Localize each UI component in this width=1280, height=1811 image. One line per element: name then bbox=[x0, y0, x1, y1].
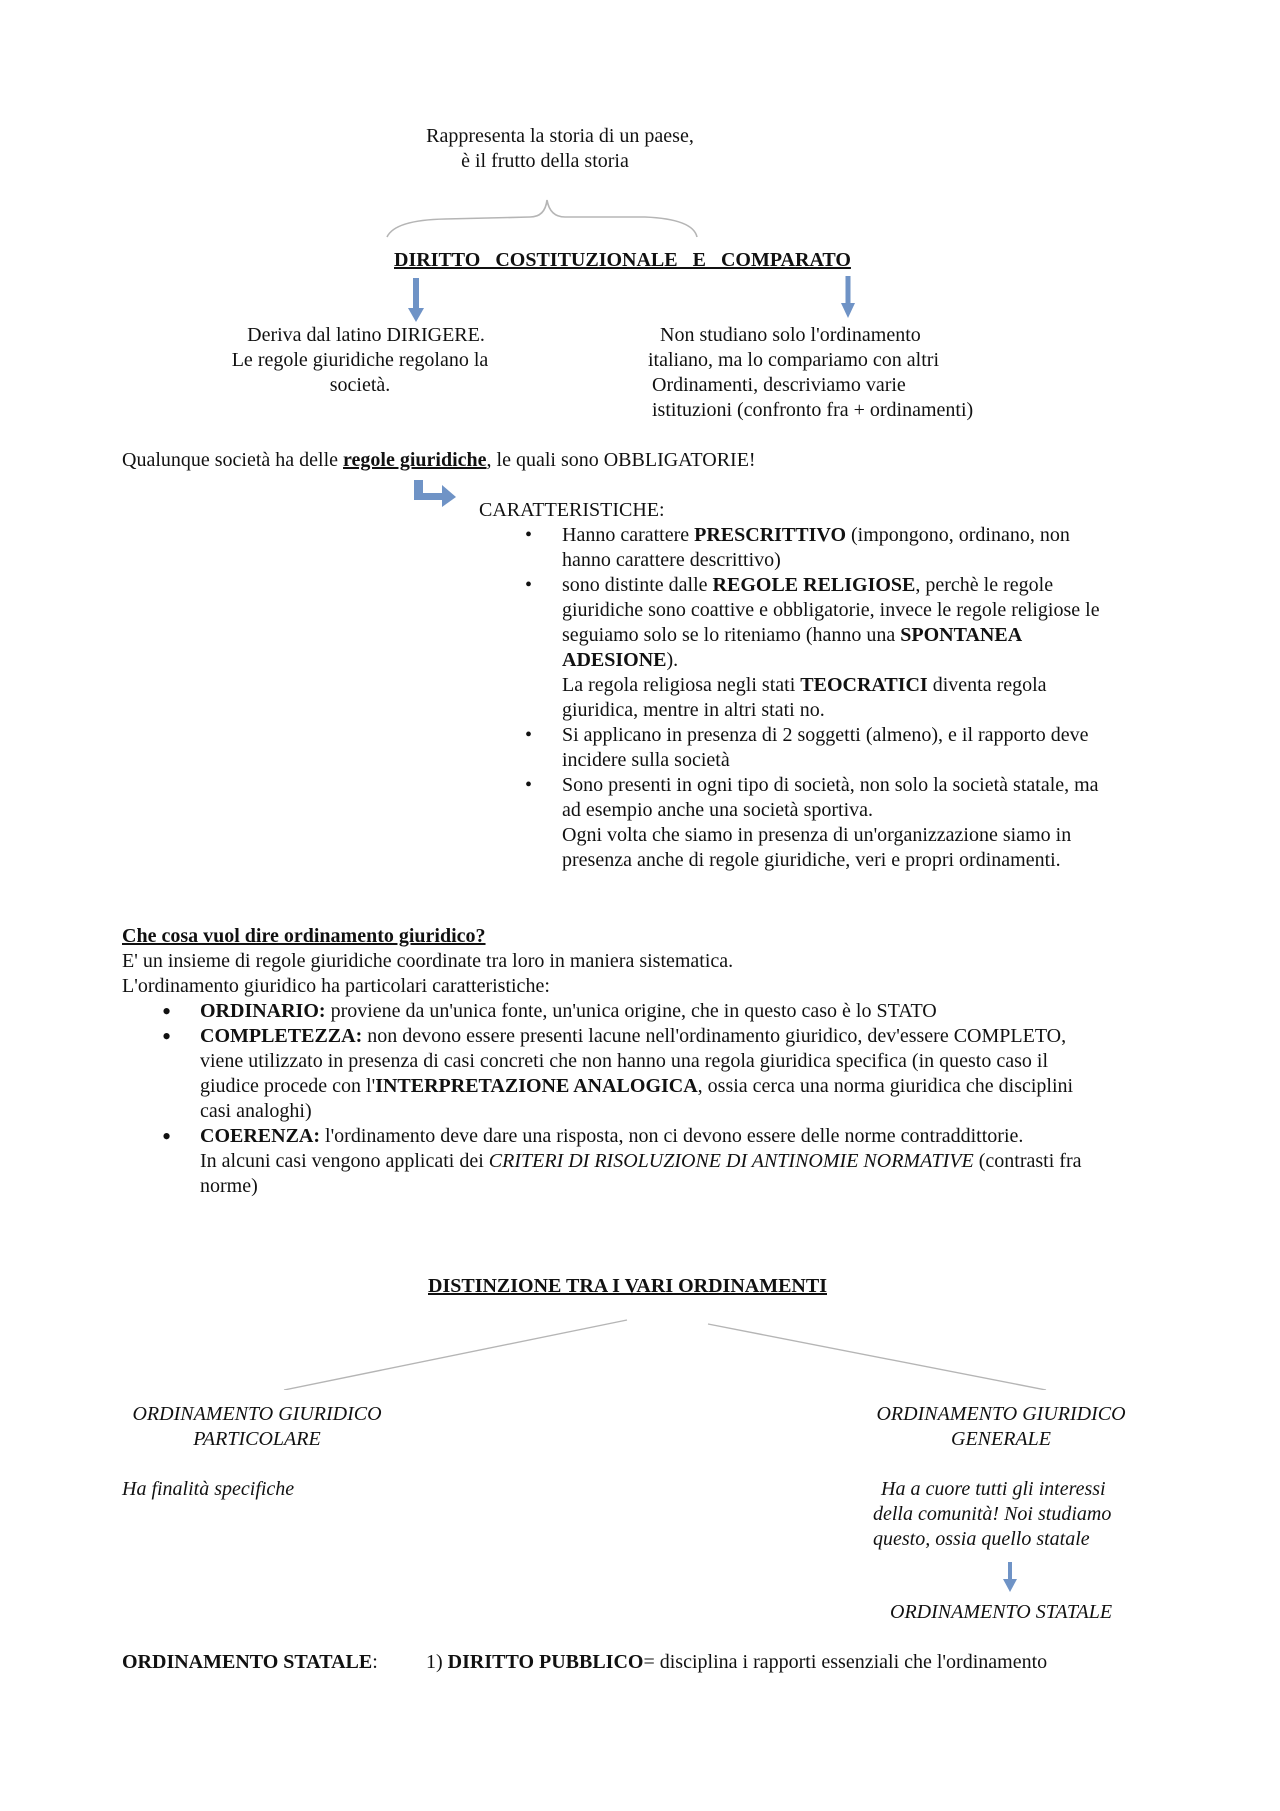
left-note-line3: società. bbox=[329, 374, 391, 396]
b2-line3-pre: seguiamo solo se lo riteniamo (hanno una bbox=[562, 624, 901, 646]
b2-bold: REGOLE RELIGIOSE bbox=[712, 574, 916, 596]
right-note-line3: Ordinamenti, descriviamo varie bbox=[652, 374, 906, 396]
caratteristiche-list bbox=[525, 523, 1100, 873]
bottom-num: 1) bbox=[426, 1651, 448, 1673]
i1-text: proviene da un'unica fonte, un'unica origine, che in questo caso è lo STATO bbox=[325, 1000, 937, 1022]
right-note-line1: Non studiano solo l'ordinamento bbox=[660, 324, 921, 346]
bottom-colon: : bbox=[372, 1651, 378, 1673]
list-item bbox=[525, 523, 1100, 573]
i3-line2-ital: CRITERI DI RISOLUZIONE DI ANTINOMIE NORMATIVE bbox=[488, 1150, 974, 1172]
right-note-line4: istituzioni (confronto fra + ordinamenti) bbox=[652, 399, 974, 421]
b1-pre: Hanno carattere bbox=[562, 524, 695, 546]
right-desc-line1: Ha a cuore tutti gli interessi bbox=[881, 1478, 1106, 1500]
society-rule-post: , le quali sono OBBLIGATORIE! bbox=[486, 449, 756, 471]
bullet-icon: • bbox=[525, 524, 533, 546]
bullet-icon: • bbox=[162, 1122, 172, 1151]
bent-arrow-icon bbox=[414, 480, 458, 508]
i2-line3-bold: INTERPRETAZIONE ANALOGICA bbox=[375, 1075, 698, 1097]
i2-line3-post: , ossia cerca una norma giuridica che disciplini bbox=[697, 1075, 1074, 1097]
bottom-bold: DIRITTO PUBBLICO bbox=[447, 1651, 644, 1673]
right-desc-line2: della comunità! Noi studiamo bbox=[873, 1503, 1112, 1525]
list-item bbox=[122, 1124, 1082, 1199]
arrow-down-right-icon bbox=[837, 276, 859, 322]
i3-line3: norme) bbox=[200, 1175, 258, 1197]
society-rule-emph: regole giuridiche bbox=[343, 449, 487, 471]
b3-line1: Si applicano in presenza di 2 soggetti (almeno), e il rapporto deve bbox=[562, 724, 1089, 746]
left-ordinamento-title2: PARTICOLARE bbox=[193, 1428, 321, 1450]
brace-shape bbox=[385, 195, 705, 245]
caratteristiche-heading: CARATTERISTICHE: bbox=[479, 499, 665, 521]
i1-bold: ORDINARIO: bbox=[200, 1000, 326, 1022]
b1-bold: PRESCRITTIVO bbox=[694, 524, 846, 546]
i2-line2: viene utilizzato in presenza di casi concreti che non hanno una regola giuridica specifica (in questo caso il bbox=[200, 1050, 1048, 1072]
ordinamento-def2: L'ordinamento giuridico ha particolari caratteristiche: bbox=[122, 975, 550, 997]
i2-bold: COMPLETEZZA: bbox=[200, 1025, 363, 1047]
i3-line2-post: (contrasti fra bbox=[973, 1150, 1082, 1172]
left-ordinamento-title1: ORDINAMENTO GIURIDICO bbox=[132, 1403, 382, 1425]
branch-lines bbox=[0, 1310, 1280, 1390]
b2-pre: sono distinte dalle bbox=[562, 574, 713, 596]
i3-bold: COERENZA: bbox=[200, 1125, 321, 1147]
ordinamento-statale-label: ORDINAMENTO STATALE bbox=[890, 1601, 1113, 1623]
society-rule-pre: Qualunque società ha delle bbox=[122, 449, 344, 471]
i2-line3-pre: giudice procede con l' bbox=[200, 1075, 376, 1097]
arrow-down-left-icon bbox=[405, 278, 427, 324]
bullet-icon: • bbox=[162, 1022, 172, 1051]
b4-line4: presenza anche di regole giuridiche, veri e propri ordinamenti. bbox=[562, 849, 1061, 871]
bottom-text: = disciplina i rapporti essenziali che l'ordinamento bbox=[643, 1651, 1048, 1673]
bottom-diritto bbox=[426, 1650, 1047, 1675]
list-item bbox=[122, 1024, 1082, 1124]
b2-line4-post: ). bbox=[666, 649, 679, 671]
top-note-line2: è il frutto della storia bbox=[461, 150, 629, 172]
b2-line3-bold: SPONTANEA bbox=[900, 624, 1023, 646]
b4-line1: Sono presenti in ogni tipo di società, non solo la società statale, ma bbox=[562, 774, 1099, 796]
b1-post: (impongono, ordinano, non bbox=[846, 524, 1070, 546]
b2-line6: giuridica, mentre in altri stati no. bbox=[562, 699, 825, 721]
b2-post: , perchè le regole bbox=[915, 574, 1054, 596]
society-rule bbox=[122, 448, 756, 473]
list-item bbox=[122, 999, 1082, 1024]
bullet-icon: • bbox=[525, 724, 533, 746]
right-ordinamento-desc bbox=[873, 1477, 1111, 1552]
list-item bbox=[525, 573, 1100, 723]
right-ordinamento-title2: GENERALE bbox=[951, 1428, 1051, 1450]
bullet-icon: • bbox=[162, 997, 172, 1026]
b3-line2: incidere sulla società bbox=[562, 749, 730, 771]
top-note bbox=[380, 124, 740, 174]
b2-line4-bold: ADESIONE bbox=[562, 649, 667, 671]
i2-line4: casi analoghi) bbox=[200, 1100, 312, 1122]
left-ordinamento bbox=[122, 1402, 392, 1452]
right-desc-line3: questo, ossia quello statale bbox=[873, 1528, 1090, 1550]
ordinamento-def1: E' un insieme di regole giuridiche coordinate tra loro in maniera sistematica. bbox=[122, 950, 734, 972]
i3-line2-pre: In alcuni casi vengono applicati dei bbox=[200, 1150, 489, 1172]
right-ordinamento bbox=[866, 1402, 1136, 1452]
list-item bbox=[525, 773, 1100, 873]
left-note-line2: Le regole giuridiche regolano la bbox=[231, 349, 489, 371]
left-note bbox=[210, 323, 510, 398]
bottom-line bbox=[122, 1650, 378, 1675]
i2-text: non devono essere presenti lacune nell'ordinamento giuridico, dev'essere COMPLETO, bbox=[362, 1025, 1067, 1047]
bullet-icon: • bbox=[525, 574, 533, 596]
bottom-label: ORDINAMENTO STATALE bbox=[122, 1651, 373, 1673]
distinzione-title: DISTINZIONE TRA I VARI ORDINAMENTI bbox=[428, 1275, 827, 1297]
b4-line2: ad esempio anche una società sportiva. bbox=[562, 799, 873, 821]
main-title: DIRITTO COSTITUZIONALE E COMPARATO bbox=[394, 249, 851, 271]
bullet-icon: • bbox=[525, 774, 533, 796]
b2-line5-post: diventa regola bbox=[927, 674, 1047, 696]
b2-line5-bold: TEOCRATICI bbox=[800, 674, 928, 696]
b2-line2: giuridiche sono coattive e obbligatorie, invece le regole religiose le bbox=[562, 599, 1100, 621]
ordinamento-section bbox=[122, 924, 1082, 1199]
b4-line3: Ogni volta che siamo in presenza di un'organizzazione siamo in bbox=[562, 824, 1072, 846]
b1-line2: hanno carattere descrittivo) bbox=[562, 549, 781, 571]
left-note-line1: Deriva dal latino DIRIGERE. bbox=[247, 324, 485, 346]
left-ordinamento-desc: Ha finalità specifiche bbox=[122, 1478, 295, 1500]
right-note bbox=[648, 323, 973, 423]
b2-line5-pre: La regola religiosa negli stati bbox=[562, 674, 801, 696]
right-note-line2: italiano, ma lo compariamo con altri bbox=[648, 349, 940, 371]
list-item bbox=[525, 723, 1100, 773]
arrow-down-statale-icon bbox=[1000, 1562, 1020, 1594]
top-note-line1: Rappresenta la storia di un paese, bbox=[426, 125, 694, 147]
i3-text: l'ordinamento deve dare una risposta, non ci devono essere delle norme contraddittorie. bbox=[320, 1125, 1024, 1147]
right-ordinamento-title1: ORDINAMENTO GIURIDICO bbox=[876, 1403, 1126, 1425]
ordinamento-question: Che cosa vuol dire ordinamento giuridico? bbox=[122, 925, 486, 947]
